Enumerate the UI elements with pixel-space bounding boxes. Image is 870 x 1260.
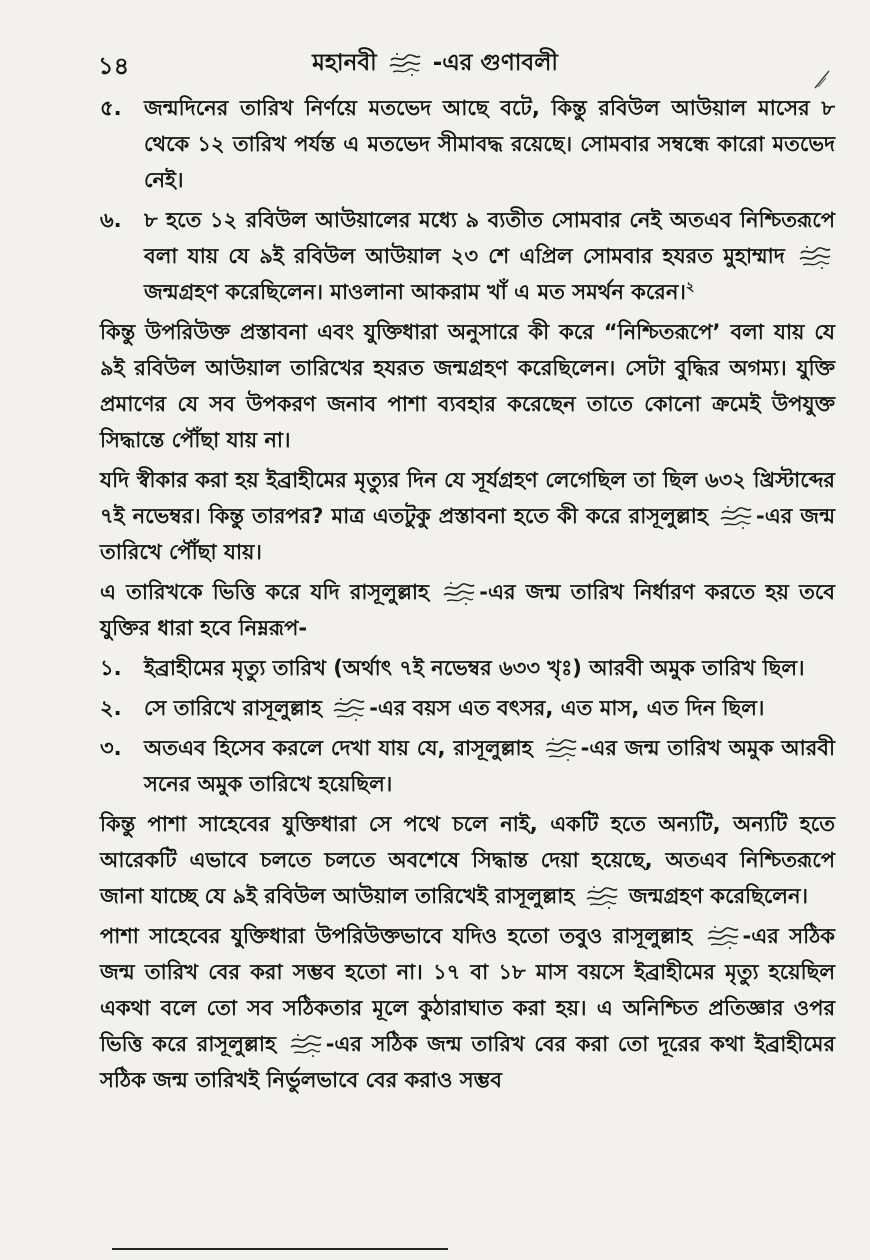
- running-head-suffix: -এর গুণাবলী: [432, 50, 558, 76]
- salutation-calligraphy-icon: [705, 924, 741, 950]
- item-text-continued: জন্মগ্রহণ করেছিলেন। মাওলানা আকরাম খাঁ এ মত সমর্থন করেন।: [144, 280, 686, 304]
- paragraph: [100, 574, 835, 646]
- numbered-item-6: [100, 202, 835, 310]
- numbered-item-5: [100, 90, 835, 198]
- salutation-calligraphy-icon: [331, 696, 367, 722]
- item-number: ১.: [100, 656, 122, 680]
- item-text: ৮ হতে ১২ রবিউল আউয়ালের মধ্যে ৯ ব্যতীত সোমবার নেই অতএব নিশ্চিতরূপে বলা যায় যে ৯ই রবিউল আউয়াল ২৩ শে এপ্রিল সোমবার হযরত মুহাম্মাদ: [144, 208, 835, 268]
- salutation-calligraphy-icon: [543, 736, 579, 762]
- paragraph-text-continued: -এর জন্ম তারিখ নির্ধারণ করতে হয় তবে যুক্তির ধারা হবে নিম্নরূপ-: [100, 580, 835, 640]
- salutation-calligraphy-icon: [584, 884, 620, 910]
- paragraph-text: এ তারিখকে ভিত্তি করে যদি রাসূলুল্লাহ: [100, 580, 430, 604]
- salutation-calligraphy-icon: [718, 504, 754, 530]
- paragraph-text: যদি স্বীকার করা হয় ইব্রাহীমের মৃত্যুর দিন যে সূর্যগ্রহণ লেগেছিল তা ছিল ৬৩২ খ্রিস্টাব্দের ৭ই নভেম্বর। কিন্তু তারপর? মাত্র এতটুকু প্রস্তাবনা হতে কী করে রাসূলুল্লাহ: [100, 468, 835, 528]
- paragraph-text: কিন্তু উপরিউক্ত প্রস্তাবনা এবং যুক্তিধারা অনুসারে কী করে “নিশ্চিতরূপে’ বলা যায় যে ৯ই রবিউল আউয়াল তারিখের হযরত জন্মগ্রহণ করেছিলেন। সেটা বুদ্ধির অগম্য। যুক্তি প্রমাণের যে সব উপকরণ জনাব পাশা ব্যবহার করেছেন তাতে কোনো ক্রমেই উপযুক্ত সিদ্ধান্তে পৌঁছা যায় না।: [100, 320, 835, 452]
- paragraph: [100, 462, 835, 570]
- paragraph-text-continued: -এর সঠিক জন্ম তারিখ বের করা তো দূরের কথা ইব্রাহীমের সঠিক জন্ম তারিখই নির্ভুলভাবে বের করাও সম্ভব: [100, 1032, 835, 1092]
- item-number: ২.: [100, 696, 122, 720]
- item-text-continued: -এর বয়স এত বৎসর, এত মাস, এত দিন ছিল।: [369, 696, 765, 720]
- footnote-reference: ২: [685, 280, 695, 295]
- paragraph-text-continued: -এর সঠিক জন্ম তারিখ বের করা সম্ভব হতো না। ১৭ বা ১৮ মাস বয়সে ইব্রাহীমের মৃত্যু হয়েছিল একথা বলে তো সব সঠিকতার মূলে কুঠারাঘাত করা হয়। এ অনিশ্চিত প্রতিজ্ঞার ওপর ভিত্তি করে রাসূলুল্লাহ: [100, 924, 835, 1056]
- paragraph: [100, 314, 835, 458]
- running-head-title: মহানবী: [312, 50, 377, 76]
- paragraph-text-continued: -এর জন্ম তারিখে পৌঁছা যায়।: [100, 504, 835, 564]
- item-text: জন্মদিনের তারিখ নির্ণয়ে মতভেদ আছে বটে, কিন্তু রবিউল আউয়াল মাসের ৮ থেকে ১২ তারিখ পর্যন্ত এ মতভেদ সীমাবদ্ধ রয়েছে। সোমবার সম্বন্ধে কারো মতভেদ নেই।: [144, 96, 835, 192]
- item-text: অতএব হিসেব করলে দেখা যায় যে, রাসূলুল্লাহ: [144, 736, 533, 760]
- item-text-continued: -এর জন্ম তারিখ অমুক আরবী সনের অমুক তারিখে হয়েছিল।: [144, 736, 835, 796]
- item-number: ৬.: [100, 208, 122, 232]
- salutation-calligraphy-icon: [387, 51, 423, 77]
- running-head: [0, 44, 870, 83]
- paragraph-text-continued: জন্মগ্রহণ করেছিলেন।: [628, 884, 808, 908]
- salutation-calligraphy-icon: [288, 1032, 324, 1058]
- paragraph: [100, 806, 835, 914]
- footnote-divider: [112, 1248, 448, 1250]
- item-text: সে তারিখে রাসূলুল্লাহ: [144, 696, 322, 720]
- salutation-calligraphy-icon: [797, 244, 833, 270]
- paragraph-text: পাশা সাহেবের যুক্তিধারা উপরিউক্তভাবে যদিও হতো তবুও রাসূলুল্লাহ: [100, 924, 693, 948]
- numbered-item-3: [100, 730, 835, 802]
- salutation-calligraphy-icon: [441, 580, 477, 606]
- paragraph-text: কিন্তু পাশা সাহেবের যুক্তিধারা সে পথে চলে নাই, একটি হতে অন্যটি, অন্যটি হতে আরেকটি এভাবে চলতে চলতে অবশেষে সিদ্ধান্ত দেয়া হয়েছে, অতএব নিশ্চিতরূপে জানা যাচ্ছে যে ৯ই রবিউল আউয়াল তারিখেই রাসূলুল্লাহ: [100, 812, 835, 908]
- item-number: ৩.: [100, 736, 122, 760]
- numbered-item-1: [100, 650, 835, 686]
- item-number: ৫.: [100, 96, 122, 120]
- pen-stroke-mark: [812, 68, 832, 90]
- paragraph: [100, 918, 835, 1098]
- numbered-item-2: [100, 690, 835, 726]
- item-text: ইব্রাহীমের মৃত্যু তারিখ (অর্থাৎ ৭ই নভেম্বর ৬৩৩ খৃঃ) আরবী অমুক তারিখ ছিল।: [144, 656, 805, 680]
- main-text: [100, 90, 835, 1102]
- page-number: ১৪: [98, 52, 130, 80]
